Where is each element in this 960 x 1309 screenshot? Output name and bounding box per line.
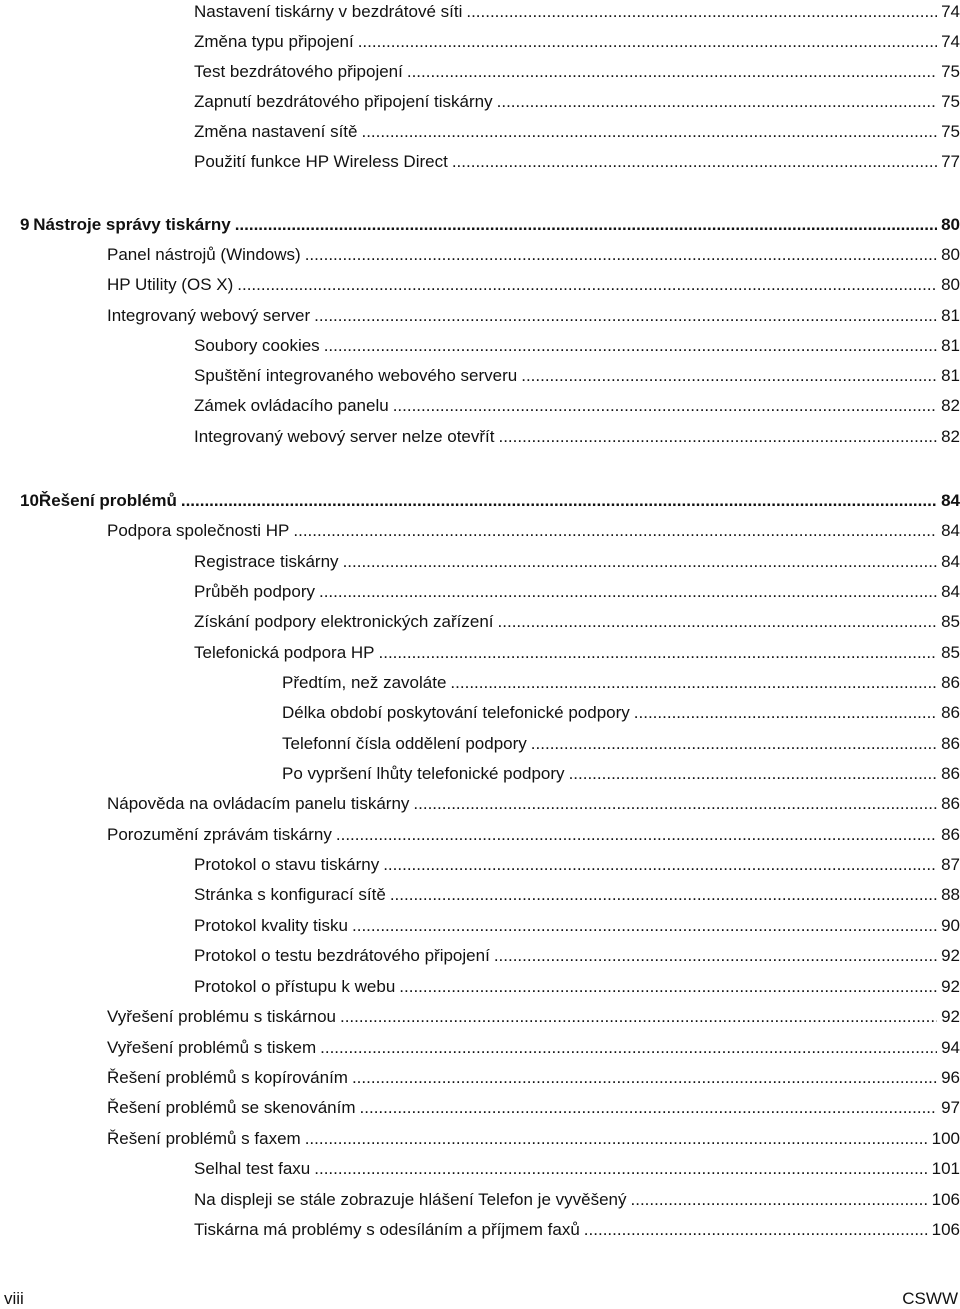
toc-entry-page: 82	[941, 427, 960, 446]
toc-entry[interactable]	[194, 1215, 960, 1245]
toc-entry[interactable]	[194, 87, 960, 117]
dot-leader	[498, 607, 938, 637]
toc-entry-page: 101	[931, 1159, 960, 1178]
toc-entry-page: 94	[941, 1038, 960, 1057]
toc-row	[0, 759, 960, 789]
toc-entry-title: Po vypršení lhůty telefonické podpory	[282, 764, 565, 783]
toc-entry-title: Telefonní čísla oddělení podpory	[282, 734, 527, 753]
toc-entry[interactable]	[194, 147, 960, 177]
dot-leader	[343, 547, 938, 577]
toc-entry[interactable]	[107, 1033, 960, 1063]
dot-leader	[305, 1124, 928, 1154]
dot-leader	[360, 1093, 938, 1123]
dot-leader	[450, 668, 937, 698]
toc-entry-title: Zámek ovládacího panelu	[194, 396, 389, 415]
toc-entry-title: HP Utility (OS X)	[107, 275, 234, 294]
toc-entry-title: Použití funkce HP Wireless Direct	[194, 152, 448, 171]
toc-entry-page: 106	[931, 1190, 960, 1209]
toc-row	[0, 607, 960, 637]
toc-entry-page: 106	[931, 1220, 960, 1239]
dot-leader	[336, 820, 937, 850]
toc-entry[interactable]	[194, 57, 960, 87]
toc-entry-page: 75	[941, 62, 960, 81]
toc-row	[0, 0, 960, 27]
toc-entry[interactable]	[194, 1154, 960, 1184]
toc-entry[interactable]	[194, 422, 960, 452]
toc-entry-page: 84	[941, 582, 960, 601]
toc-entry[interactable]	[20, 486, 960, 516]
toc-row	[0, 270, 960, 300]
toc-entry-page: 88	[941, 885, 960, 904]
toc-entry-title: Délka období poskytování telefonické podpory	[282, 703, 630, 722]
toc-entry[interactable]	[107, 789, 960, 819]
toc-entry[interactable]	[107, 1124, 960, 1154]
toc-row	[0, 516, 960, 546]
toc-entry[interactable]	[282, 759, 960, 789]
toc-entry[interactable]	[194, 547, 960, 577]
toc-entry-page: 100	[931, 1129, 960, 1148]
dot-leader	[352, 911, 937, 941]
dot-leader	[584, 1215, 928, 1245]
dot-leader	[305, 240, 937, 270]
toc-entry-page: 92	[941, 1007, 960, 1026]
toc-entry-title: Zapnutí bezdrátového připojení tiskárny	[194, 92, 493, 111]
dot-leader	[399, 972, 937, 1002]
toc-entry-page: 74	[941, 32, 960, 51]
toc-entry[interactable]	[194, 941, 960, 971]
toc-entry-title: Řešení problémů s kopírováním	[107, 1068, 348, 1087]
toc-entry[interactable]	[107, 516, 960, 546]
toc-row	[0, 147, 960, 177]
toc-entry-title: Nápověda na ovládacím panelu tiskárny	[107, 794, 410, 813]
toc-row	[0, 1033, 960, 1063]
toc-entry-title: Soubory cookies	[194, 336, 320, 355]
toc-entry-title: Test bezdrátového připojení	[194, 62, 403, 81]
toc-entry-title: Protokol o stavu tiskárny	[194, 855, 380, 874]
toc-entry-page: 84	[941, 552, 960, 571]
toc-row	[0, 547, 960, 577]
toc-row	[0, 301, 960, 331]
toc-entry-page: 97	[941, 1098, 960, 1117]
toc-entry-page: 86	[941, 825, 960, 844]
toc-entry-page: 81	[941, 366, 960, 385]
dot-leader	[314, 301, 937, 331]
toc-row	[0, 1093, 960, 1123]
toc-entry-title: Protokol o přístupu k webu	[194, 977, 396, 996]
toc-row	[0, 820, 960, 850]
dot-leader	[320, 1033, 937, 1063]
toc-entry-page: 75	[941, 92, 960, 111]
toc-entry-title: Integrovaný webový server	[107, 306, 311, 325]
toc-entry[interactable]	[194, 880, 960, 910]
toc-entry-page: 86	[941, 673, 960, 692]
toc-entry[interactable]	[107, 270, 960, 300]
toc-entry[interactable]	[194, 607, 960, 637]
toc-entry-title: Řešení problémů s faxem	[107, 1129, 301, 1148]
dot-leader	[631, 1185, 928, 1215]
toc-entry-title: Předtím, než zavoláte	[282, 673, 447, 692]
toc-entry-page: 85	[941, 643, 960, 662]
toc-entry[interactable]	[107, 1093, 960, 1123]
toc-row	[0, 789, 960, 819]
dot-leader	[393, 391, 937, 421]
toc-entry-title: Protokol o testu bezdrátového připojení	[194, 946, 490, 965]
toc-entry[interactable]	[20, 210, 960, 240]
toc-entry-title: Vyřešení problémů s tiskem	[107, 1038, 317, 1057]
dot-leader	[324, 331, 937, 361]
chapter-number: 9	[20, 215, 30, 234]
toc-entry[interactable]	[107, 1063, 960, 1093]
toc-entry-page: 84	[941, 491, 960, 510]
toc-row	[0, 972, 960, 1002]
toc-entry-page: 86	[941, 734, 960, 753]
toc-entry-title: Změna nastavení sítě	[194, 122, 358, 141]
toc-row	[0, 880, 960, 910]
toc-row	[0, 1063, 960, 1093]
toc-entry[interactable]	[194, 117, 960, 147]
toc-entry-page: 85	[941, 612, 960, 631]
toc-entry-title: Nastavení tiskárny v bezdrátové síti	[194, 2, 463, 21]
chapter-number: 10	[20, 491, 39, 510]
toc-entry-page: 96	[941, 1068, 960, 1087]
toc-row	[0, 117, 960, 147]
toc-entry-title: Řešení problémů	[38, 491, 177, 510]
toc-row	[0, 240, 960, 270]
dot-leader	[452, 147, 937, 177]
toc-entry-page: 84	[941, 521, 960, 540]
toc-entry[interactable]	[107, 301, 960, 331]
toc-entry[interactable]	[194, 577, 960, 607]
toc-entry-title: Nástroje správy tiskárny	[33, 215, 231, 234]
toc-entry-title: Průběh podpory	[194, 582, 315, 601]
toc-entry-title: Získání podpory elektronických zařízení	[194, 612, 494, 631]
toc-row	[0, 850, 960, 880]
toc-row	[0, 87, 960, 117]
toc-row	[0, 729, 960, 759]
toc-entry-title: Protokol kvality tisku	[194, 916, 348, 935]
toc-entry-title: Tiskárna má problémy s odesíláním a příjmem faxů	[194, 1220, 580, 1239]
dot-leader	[390, 880, 937, 910]
dot-leader	[319, 577, 937, 607]
toc-row	[0, 27, 960, 57]
toc-entry[interactable]	[194, 638, 960, 668]
toc-entry[interactable]	[194, 391, 960, 421]
dot-leader	[413, 789, 937, 819]
dot-leader	[293, 516, 937, 546]
toc-row	[0, 911, 960, 941]
toc-entry[interactable]	[107, 820, 960, 850]
toc-entry-page: 75	[941, 122, 960, 141]
toc-entry-page: 80	[941, 245, 960, 264]
toc-entry[interactable]	[194, 361, 960, 391]
toc-entry[interactable]	[194, 911, 960, 941]
toc-entry-page: 81	[941, 306, 960, 325]
dot-leader	[407, 57, 937, 87]
toc-row	[0, 361, 960, 391]
toc-chapter-row	[0, 210, 960, 240]
toc-entry[interactable]	[194, 0, 960, 27]
toc-row	[0, 941, 960, 971]
toc-entry-title: Integrovaný webový server nelze otevřít	[194, 427, 495, 446]
toc-entry-title: Selhal test faxu	[194, 1159, 311, 1178]
toc-entry[interactable]	[107, 1002, 960, 1032]
toc-entry-title: Podpora společnosti HP	[107, 521, 290, 540]
toc-entry-title: Telefonická podpora HP	[194, 643, 375, 662]
dot-leader	[498, 422, 937, 452]
dot-leader	[235, 210, 937, 240]
dot-leader	[497, 87, 937, 117]
toc-entry-page: 92	[941, 977, 960, 996]
toc-row	[0, 638, 960, 668]
footer-page-number: viii	[4, 1289, 24, 1308]
toc-entry-page: 81	[941, 336, 960, 355]
toc-entry-page: 92	[941, 946, 960, 965]
toc-row	[0, 391, 960, 421]
toc-row	[0, 1002, 960, 1032]
toc-row	[0, 1124, 960, 1154]
toc-row	[0, 422, 960, 452]
toc-entry-page: 74	[941, 2, 960, 21]
dot-leader	[383, 850, 937, 880]
toc-entry-title: Řešení problémů se skenováním	[107, 1098, 356, 1117]
footer-label: CSWW	[902, 1289, 958, 1308]
toc-row	[0, 1154, 960, 1184]
toc-entry[interactable]	[194, 1185, 960, 1215]
toc-entry[interactable]	[194, 27, 960, 57]
dot-leader	[340, 1002, 937, 1032]
toc-row	[0, 668, 960, 698]
toc-entry[interactable]	[107, 240, 960, 270]
toc-entry[interactable]	[194, 850, 960, 880]
dot-leader	[181, 486, 937, 516]
dot-leader	[314, 1154, 927, 1184]
toc-entry[interactable]	[282, 729, 960, 759]
toc-entry-page: 86	[941, 703, 960, 722]
toc-row	[0, 577, 960, 607]
dot-leader	[521, 361, 937, 391]
toc-entry-title: Stránka s konfigurací sítě	[194, 885, 386, 904]
dot-leader	[358, 27, 937, 57]
toc-entry[interactable]	[194, 331, 960, 361]
dot-leader	[531, 729, 937, 759]
dot-leader	[634, 698, 937, 728]
toc-entry-page: 80	[941, 215, 960, 234]
toc-entry[interactable]	[282, 668, 960, 698]
toc-entry-title: Porozumění zprávám tiskárny	[107, 825, 332, 844]
toc-row	[0, 331, 960, 361]
toc-entry-title: Na displeji se stále zobrazuje hlášení Telefon je vyvěšený	[194, 1190, 627, 1209]
toc-entry-title: Vyřešení problému s tiskárnou	[107, 1007, 336, 1026]
dot-leader	[352, 1063, 937, 1093]
toc-entry-page: 90	[941, 916, 960, 935]
toc-row	[0, 1185, 960, 1215]
dot-leader	[494, 941, 937, 971]
toc-entry-page: 77	[941, 152, 960, 171]
toc-entry-page: 86	[941, 764, 960, 783]
dot-leader	[379, 638, 938, 668]
toc-row	[0, 1215, 960, 1245]
toc-entry[interactable]	[282, 698, 960, 728]
dot-leader	[466, 0, 937, 27]
dot-leader	[569, 759, 938, 789]
toc-entry-title: Registrace tiskárny	[194, 552, 339, 571]
toc-entry-page: 80	[941, 275, 960, 294]
toc-entry-title: Panel nástrojů (Windows)	[107, 245, 301, 264]
toc-row	[0, 57, 960, 87]
toc-entry-page: 87	[941, 855, 960, 874]
dot-leader	[361, 117, 937, 147]
toc-entry-page: 82	[941, 396, 960, 415]
toc-chapter-row	[0, 486, 960, 516]
toc-entry-title: Změna typu připojení	[194, 32, 354, 51]
toc-entry-page: 86	[941, 794, 960, 813]
toc-entry-title: Spuštění integrovaného webového serveru	[194, 366, 518, 385]
toc-entry[interactable]	[194, 972, 960, 1002]
dot-leader	[237, 270, 937, 300]
toc-row	[0, 698, 960, 728]
